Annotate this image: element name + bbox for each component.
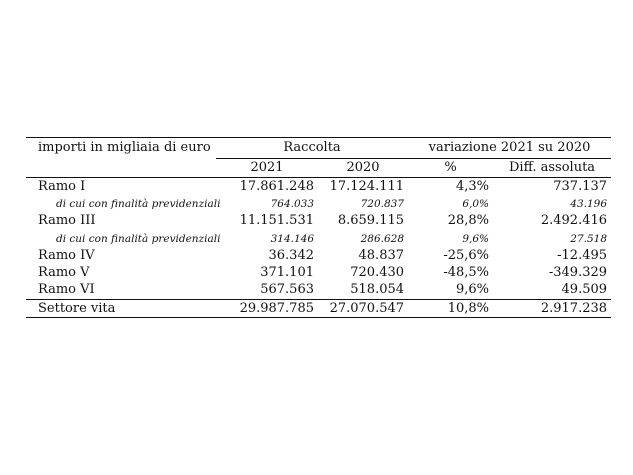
value-pct: 6,0% [462, 197, 490, 210]
value-pct: -25,6% [443, 247, 490, 263]
col-diff-header: Diff. assoluta [493, 159, 611, 178]
value-2020: 286.628 [360, 232, 405, 245]
value-2021: 11.151.531 [239, 213, 314, 229]
row-label: Ramo I [26, 178, 216, 196]
value-2020: 48.837 [358, 247, 405, 263]
value-diff: -349.329 [548, 265, 608, 281]
value-2020: 518.054 [350, 282, 405, 298]
row-label: Ramo III [38, 213, 96, 229]
raccolta-table [26, 137, 611, 318]
total-row [26, 300, 611, 318]
value-2020: 720.837 [360, 197, 405, 210]
table-row [26, 195, 611, 212]
header-row-1 [26, 138, 611, 159]
total-2021: 29.987.785 [216, 300, 318, 318]
total-pct: 10,8% [408, 300, 493, 318]
table-row [26, 213, 611, 230]
value-pct: 28,8% [447, 213, 490, 229]
value-2021: 567.563 [260, 282, 314, 298]
total-label: Settore vita [26, 300, 216, 318]
total-2020: 27.070.547 [318, 300, 408, 318]
value-diff: 43.196 [570, 197, 608, 210]
value-diff: -12.495 [557, 247, 608, 263]
col-2021-header: 2021 [216, 159, 318, 178]
value-diff: 2.492.416 [540, 213, 608, 229]
value-2021: 764.033 [270, 197, 314, 210]
table-row [26, 282, 611, 300]
value-pct: 9,6% [462, 232, 490, 245]
variation-header: variazione 2021 su 2020 [408, 138, 611, 159]
value-2021: 17.861.248 [216, 178, 318, 196]
value-diff: 737.137 [493, 178, 611, 196]
row-label: di cui con finalità previdenziali [56, 232, 221, 245]
total-diff: 2.917.238 [493, 300, 611, 318]
data-table-container [26, 137, 611, 318]
value-2021: 314.146 [270, 232, 314, 245]
value-2020: 720.430 [350, 265, 405, 281]
col-pct-header: % [408, 159, 493, 178]
value-diff: 27.518 [570, 232, 608, 245]
table-row [26, 230, 611, 247]
value-pct: 9,6% [455, 282, 490, 298]
header-spacer [26, 159, 216, 178]
value-2021: 36.342 [268, 247, 314, 263]
row-label: di cui con finalità previdenziali [56, 197, 221, 210]
row-label: Ramo V [38, 265, 90, 281]
table-row [26, 264, 611, 281]
header-row-2 [26, 159, 611, 178]
col-2020-header: 2020 [318, 159, 408, 178]
value-diff: 49.509 [561, 282, 608, 298]
value-pct: 4,3% [408, 178, 493, 196]
raccolta-header: Raccolta [216, 138, 408, 159]
table-row [26, 178, 611, 196]
value-2021: 371.101 [260, 265, 314, 281]
row-label: Ramo VI [38, 282, 95, 298]
row-label: Ramo IV [38, 247, 95, 263]
units-label: importi in migliaia di euro [26, 138, 216, 159]
value-pct: -48,5% [443, 265, 490, 281]
table-row [26, 247, 611, 264]
value-2020: 17.124.111 [318, 178, 408, 196]
value-2020: 8.659.115 [337, 213, 405, 229]
